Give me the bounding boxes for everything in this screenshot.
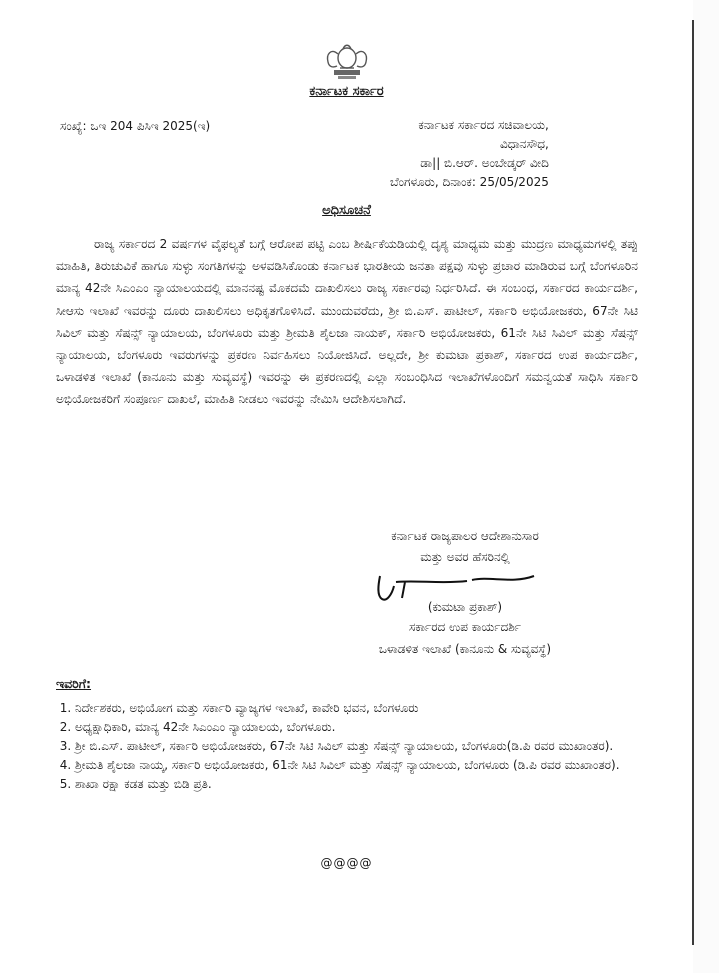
- signatory-name: (ಕುಮಟಾ ಪ್ರಕಾಶ್): [427, 600, 503, 614]
- page-edge-line: [692, 20, 694, 945]
- karnataka-emblem-icon: [318, 40, 376, 82]
- signature-authority-line1: ಕರ್ನಾಟಕ ರಾಜ್ಯಪಾಲರ ಆದೇಶಾನುಸಾರ: [391, 529, 539, 543]
- government-title: ಕರ್ನಾಟಕ ಸರ್ಕಾರ: [309, 84, 384, 99]
- order-number: ಸಂಖ್ಯೆ: ಒಇ 204 ಪಿಸಿಇ 2025(ಇ): [60, 119, 211, 133]
- list-item: 1. ನಿರ್ದೇಶಕರು, ಅಭಿಯೋಗ ಮತ್ತು ಸರ್ಕಾರಿ ವ್ಯಾಜ್ಯಗಳ ಇಲಾಖೆ, ಕಾವೇರಿ ಭವನ, ಬೆಂಗಳೂರು: [75, 699, 675, 718]
- address-line: ಡಾ|| ಬಿ.ಆರ್. ಅಂಬೇಡ್ಕರ್ ವೀದಿ: [420, 156, 549, 170]
- office-address: [390, 116, 549, 192]
- signature-authority-line2: ಮತ್ತು ಅವರ ಹೆಸರಿನಲ್ಲಿ: [420, 550, 510, 564]
- address-line: ವಿಧಾನಸೌಧ,: [500, 137, 549, 151]
- end-mark: @@@@: [320, 856, 373, 870]
- address-date-line: ಬೆಂಗಳೂರು, ದಿನಾಂಕ: 25/05/2025: [390, 175, 549, 189]
- list-item: 3. ಶ್ರೀ ಬಿ.ಎಸ್. ಪಾಟೀಲ್, ಸರ್ಕಾರಿ ಅಭಿಯೋಜಕರು, 67ನೇ ಸಿಟಿ ಸಿವಿಲ್ ಮತ್ತು ಸೆಷನ್ಸ್ ನ್ಯಾಯಾಲಯ, ಬೆಂಗಳೂರು(ಡಿ.ಪಿ ರವರ ಮುಖಾಂತರ).: [75, 737, 675, 756]
- list-item: 5. ಶಾಖಾ ರಕ್ಷಾ ಕಡತ ಮತ್ತು ಬಿಡಿ ಪ್ರತಿ.: [75, 775, 675, 794]
- distribution-list: [44, 699, 675, 794]
- address-line: ಕರ್ನಾಟಕ ಸರ್ಕಾರದ ಸಚಿವಾಲಯ,: [418, 118, 549, 132]
- distribution-label: ಇವರಿಗೆ:: [56, 676, 92, 691]
- signatory-designation: ಸರ್ಕಾರದ ಉಪ ಕಾರ್ಯದರ್ಶಿ: [408, 620, 521, 634]
- list-item: 4. ಶ್ರೀಮತಿ ಶೈಲಜಾ ನಾಯ್ಕ, ಸರ್ಕಾರಿ ಅಭಿಯೋಜಕರು, 61ನೇ ಸಿಟಿ ಸಿವಿಲ್ ಮತ್ತು ಸೆಷನ್ಸ್ ನ್ಯಾಯಾಲಯ, ಬೆಂಗಳೂರು (ಡಿ.ಪಿ ರವರ ಮುಖಾಂತರ).: [75, 756, 675, 775]
- notification-heading: ಅಧಿಸೂಚನೆ: [322, 203, 371, 218]
- notification-body: ರಾಜ್ಯ ಸರ್ಕಾರದ 2 ವರ್ಷಗಳ ವೈಫಲ್ಯತೆ ಬಗ್ಗೆ ಆರೋಪ ಪಟ್ಟಿ ಎಂಬ ಶೀರ್ಷಿಕೆಯಡಿಯಲ್ಲಿ ದೃಶ್ಯ ಮಾಧ್ಯಮ ಮತ್ತು ಮುದ್ರಣ ಮಾಧ್ಯಮಗಳಲ್ಲಿ ತಪ್ಪು ಮಾಹಿತಿ, ತಿರುಚುವಿಕೆ ಹಾಗೂ ಸುಳ್ಳು ಸಂಗತಿಗಳನ್ನು ಅಳವಡಿಸಿಕೊಂಡು ಕರ್ನಾಟಕ ಭಾರತೀಯ ಜನತಾ ಪಕ್ಷವು ಸುಳ್ಳು ಪ್ರಚಾರ ಮಾಡಿರುವ ಬಗ್ಗೆ ಬೆಂಗಳೂರಿನ ಮಾನ್ಯ 42ನೇ ಸಿಎಂಎಂ ನ್ಯಾಯಾಲಯದಲ್ಲಿ ಮಾನನಷ್ಟ ಮೊಕದಮೆ ದಾಖಲಿಸಲು ರಾಜ್ಯ ಸರ್ಕಾರವು ನಿರ್ಧರಿಸಿದೆ. ಈ ಸಂಬಂಧ, ಸರ್ಕಾರದ ಕಾರ್ಯದರ್ಶಿ, ಸೀಆಸು ಇಲಾಖೆ ಇವರನ್ನು ದೂರು ದಾಖಲಿಸಲು ಅಧಿಕೃತಗೊಳಿಸಿದೆ. ಮುಂದುವರೆದು, ಶ್ರೀ ಬಿ.ಎಸ್. ಪಾಟೀಲ್, ಸರ್ಕಾರಿ ಅಭಿಯೋಜಕರು, 67ನೇ ಸಿಟಿ ಸಿವಿಲ್ ಮತ್ತು ಸೆಷನ್ಸ್ ನ್ಯಾಯಾಲಯ, ಬೆಂಗಳೂರು ಮತ್ತು ಶ್ರೀಮತಿ ಶೈಲಜಾ ನಾಯಕ್, ಸರ್ಕಾರಿ ಅಭಿಯೋಜಕರು, 61ನೇ ಸಿಟಿ ಸಿವಿಲ್ ಮತ್ತು ಸೆಷನ್ಸ್ ನ್ಯಾಯಾಲಯ, ಬೆಂಗಳೂರು ಇವರುಗಳನ್ನು ಪ್ರಕರಣ ನಿರ್ವಹಿಸಲು ನಿಯೋಜಿಸಿದೆ. ಅಲ್ಲದೇ, ಶ್ರೀ ಕುಮಟಾ ಪ್ರಕಾಶ್, ಸರ್ಕಾರದ ಉಪ ಕಾರ್ಯದರ್ಶಿ, ಒಳಾಡಳಿತ ಇಲಾಖೆ (ಕಾನೂನು ಮತ್ತು ಸುವ್ಯವಸ್ಥೆ) ಇವರನ್ನು ಈ ಪ್ರಕರಣದಲ್ಲಿ ಎಲ್ಲಾ ಸಂಬಂಧಿಸಿದ ಇಲಾಖೆಗಳೊಂದಿಗೆ ಸಮನ್ವಯತೆ ಸಾಧಿಸಿ ಸರ್ಕಾರಿ ಅಭಿಯೋಜಕರಿಗೆ ಸಂಪೂರ್ಣ ದಾಖಲೆ, ಮಾಹಿತಿ ನೀಡಲು ಇವರನ್ನು ನೇಮಿಸಿ ಆದೇಶಿಸಲಾಗಿದೆ.: [56, 237, 638, 407]
- list-item: 2. ಅಧ್ಯಕ್ಷಾಧಿಕಾರಿ, ಮಾನ್ಯ 42ನೇ ಸಿಎಂಎಂ ನ್ಯಾಯಾಲಯ, ಬೆಂಗಳೂರು.: [75, 718, 675, 737]
- signatory-department: ಒಳಾಡಳಿತ ಇಲಾಖೆ (ಕಾನೂನು & ಸುವ್ಯವಸ್ಥೆ): [378, 642, 552, 656]
